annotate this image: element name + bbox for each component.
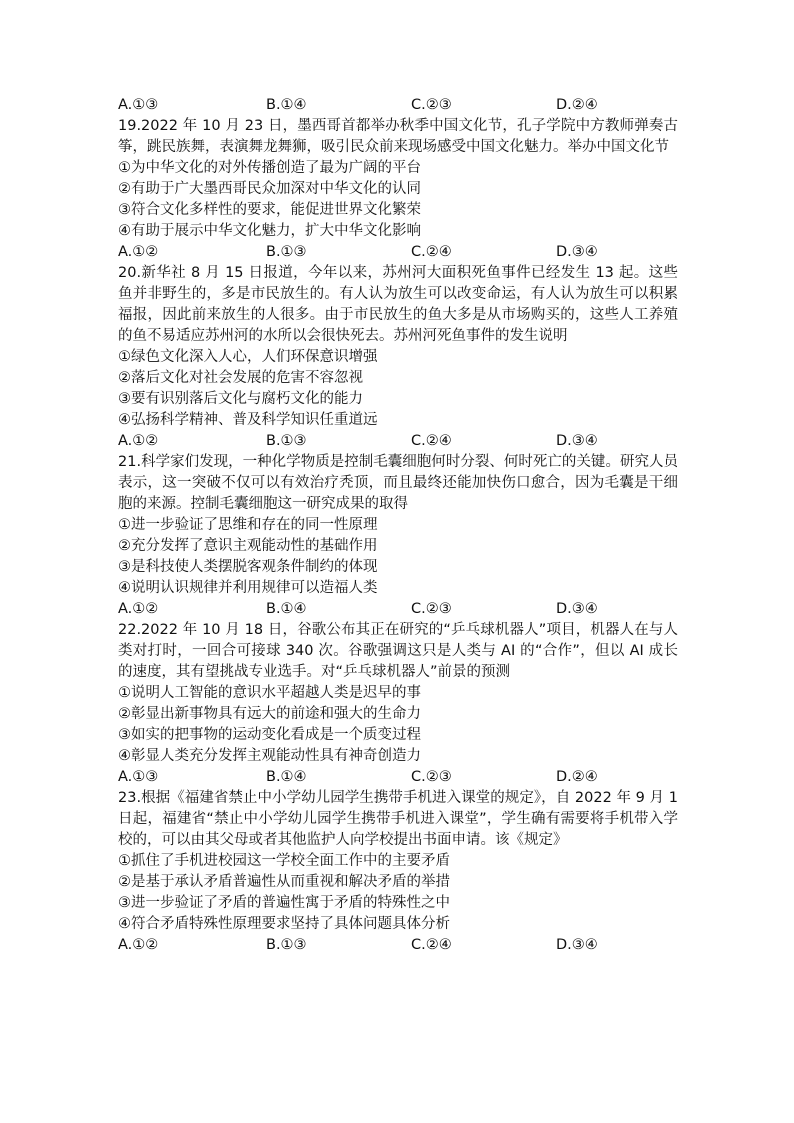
question-19 bbox=[118, 116, 678, 263]
option-c: C.②④ bbox=[411, 433, 452, 449]
answer-options-22 bbox=[118, 767, 678, 788]
question-stem: 22.2022 年 10 月 18 日，谷歌公布其正在研究的“乒乓球机器人”项目，机器人在与人类对打时，一回合可接球 340 次。谷歌强调这只是人类与 AI 的“合作”，但以 AI 成长的速度，其有望挑战专业选手。对“乒乓球机器人”前景的预测 bbox=[118, 622, 678, 680]
statement-2: ②充分发挥了意识主观能动性的基础作用 bbox=[118, 538, 378, 554]
answer-options-19 bbox=[118, 242, 678, 263]
option-d: D.③④ bbox=[556, 244, 598, 260]
statement-4: ④弘扬科学精神、普及科学知识任重道远 bbox=[118, 412, 378, 428]
statement-2: ②落后文化对社会发展的危害不容忽视 bbox=[118, 370, 363, 386]
option-b: B.①④ bbox=[266, 769, 307, 785]
statement-4: ④有助于展示中华文化魅力，扩大中华文化影响 bbox=[118, 223, 421, 239]
option-b: B.①③ bbox=[266, 244, 307, 260]
statement-1: ①绿色文化深入人心，人们环保意识增强 bbox=[118, 349, 378, 365]
statement-3: ③是科技使人类摆脱客观条件制约的体现 bbox=[118, 559, 378, 575]
option-d: D.②④ bbox=[556, 769, 598, 785]
statement-3: ③要有识别落后文化与腐朽文化的能力 bbox=[118, 391, 363, 407]
statement-3: ③符合文化多样性的要求，能促进世界文化繁荣 bbox=[118, 202, 421, 218]
statement-3: ③如实的把事物的运动变化看成是一个质变过程 bbox=[118, 727, 421, 743]
option-a: A.①② bbox=[118, 601, 159, 617]
statement-1: ①说明人工智能的意识水平超越人类是迟早的事 bbox=[118, 685, 421, 701]
statement-4: ④符合矛盾特殊性原理要求坚持了具体问题具体分析 bbox=[118, 916, 450, 932]
statement-3: ③进一步验证了矛盾的普遍性寓于矛盾的特殊性之中 bbox=[118, 895, 450, 911]
option-c: C.②③ bbox=[411, 769, 452, 785]
option-d: D.③④ bbox=[556, 937, 598, 953]
statement-2: ②彰显出新事物具有远大的前途和强大的生命力 bbox=[118, 706, 421, 722]
statement-1: ①为中华文化的对外传播创造了最为广阔的平台 bbox=[118, 160, 421, 176]
option-c: C.②③ bbox=[411, 97, 452, 113]
question-20 bbox=[118, 263, 678, 452]
answer-options-21 bbox=[118, 599, 678, 620]
option-a: A.①③ bbox=[118, 769, 159, 785]
question-stem: 21.科学家们发现，一种化学物质是控制毛囊细胞何时分裂、何时死亡的关键。研究人员表示，这一突破不仅可以有效治疗秃顶，而且最终还能加快伤口愈合，因为毛囊是干细胞的来源。控制毛囊细胞这一研究成果的取得 bbox=[118, 454, 678, 512]
answer-options-18 bbox=[118, 95, 678, 116]
statement-1: ①进一步验证了思维和存在的同一性原理 bbox=[118, 517, 378, 533]
answer-options-20 bbox=[118, 431, 678, 452]
answer-options-23 bbox=[118, 935, 678, 956]
question-23 bbox=[118, 788, 678, 956]
question-stem: 20.新华社 8 月 15 日报道，今年以来，苏州河大面积死鱼事件已经发生 13 起。这些鱼并非野生的，多是市民放生的。有人认为放生可以改变命运，有人认为放生可以积累福报，因此前来放生的人很多。由于市民放生的鱼大多是从市场购买的，这些人工养殖的鱼不易适应苏州河的水所以会很快死去。苏州河死鱼事件的发生说明 bbox=[118, 265, 678, 344]
option-b: B.①③ bbox=[266, 433, 307, 449]
question-list bbox=[118, 95, 678, 956]
option-b: B.①④ bbox=[266, 97, 307, 113]
option-d: D.②④ bbox=[556, 97, 598, 113]
option-d: D.③④ bbox=[556, 433, 598, 449]
statement-1: ①抓住了手机进校园这一学校全面工作中的主要矛盾 bbox=[118, 853, 450, 869]
question-21 bbox=[118, 452, 678, 620]
statement-2: ②是基于承认矛盾普遍性从而重视和解决矛盾的举措 bbox=[118, 874, 450, 890]
question-stem: 23.根据《福建省禁止中小学幼儿园学生携带手机进入课堂的规定》，自 2022 年 9 月 1 日起，福建省“禁止中小学幼儿园学生携带手机进入课堂”，学生确有需要将手机带入学校的，可以由其父母或者其他监护人向学校提出书面申请。该《规定》 bbox=[118, 790, 678, 848]
option-b: B.①③ bbox=[266, 937, 307, 953]
option-c: C.②④ bbox=[411, 937, 452, 953]
statement-4: ④彰显人类充分发挥主观能动性具有神奇创造力 bbox=[118, 748, 421, 764]
option-d: D.③④ bbox=[556, 601, 598, 617]
option-a: A.①② bbox=[118, 433, 159, 449]
option-a: A.①② bbox=[118, 937, 159, 953]
option-a: A.①③ bbox=[118, 97, 159, 113]
option-c: C.②③ bbox=[411, 601, 452, 617]
option-a: A.①② bbox=[118, 244, 159, 260]
option-c: C.②④ bbox=[411, 244, 452, 260]
option-b: B.①④ bbox=[266, 601, 307, 617]
statement-4: ④说明认识规律并利用规律可以造福人类 bbox=[118, 580, 378, 596]
question-22 bbox=[118, 620, 678, 788]
question-stem: 19.2022 年 10 月 23 日，墨西哥首都举办秋季中国文化节，孔子学院中方教师弹奏古筝，跳民族舞，表演舞龙舞狮，吸引民众前来现场感受中国文化魅力。举办中国文化节 bbox=[118, 118, 678, 155]
statement-2: ②有助于广大墨西哥民众加深对中华文化的认同 bbox=[118, 181, 421, 197]
